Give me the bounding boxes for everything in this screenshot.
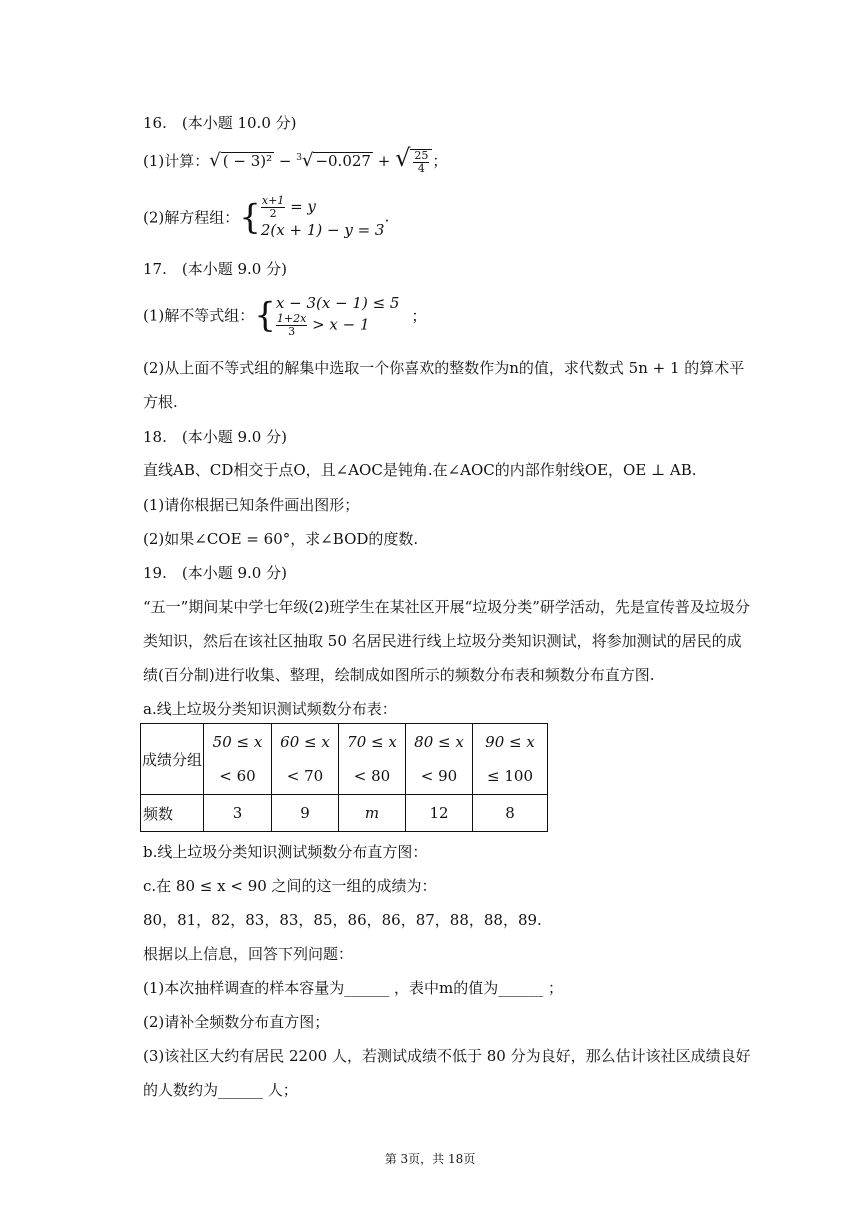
table-cell-count: 12 <box>406 795 473 832</box>
equation-2: 2(x + 1) − y = 3 <box>260 221 385 239</box>
q19-histogram-caption: b.线上垃圾分类知识测试频数分布直方图： <box>143 843 428 861</box>
ineq2-fraction <box>276 313 307 338</box>
q19-part2: (2)请补全频数分布直方图； <box>143 1013 330 1031</box>
brace: { <box>254 295 276 336</box>
table-row-groups <box>141 724 548 795</box>
sqrt-sign-large: √ <box>395 144 411 172</box>
brace: { <box>239 197 261 238</box>
q16-part2 <box>143 195 389 240</box>
inequality-1: x − 3(x − 1) ≤ 5 <box>275 294 400 312</box>
q17-part1-prefix: (1)解不等式组： <box>143 306 255 325</box>
table-cell-count: 9 <box>272 795 339 832</box>
q19-prompt: 根据以上信息，回答下列问题： <box>143 945 354 963</box>
q19-group-caption: c.在 80 ≤ x < 90 之间的这一组的成绩为： <box>143 877 437 895</box>
q17-part1 <box>143 293 426 338</box>
page-footer: 第 3页，共 18页 <box>384 1152 476 1166</box>
ineq2-numerator: 1+2x <box>276 312 307 325</box>
q17-header: 17. (本小题 9.0 分) <box>143 260 287 278</box>
q19-header: 19. (本小题 9.0 分) <box>143 564 287 582</box>
q16-part1 <box>143 144 448 175</box>
q19-part1: (1)本次抽样调查的样本容量为______ ，表中m的值为______ ； <box>143 979 564 997</box>
eq1-denominator: 2 <box>269 207 277 220</box>
table-row-counts <box>141 795 548 832</box>
q17-part2: (2)从上面不等式组的解集中选取一个你喜欢的整数作为n的值，求代数式 5n + 1 的算术平方根. <box>143 359 745 411</box>
q19-table-caption: a.线上垃圾分类知识测试频数分布表： <box>143 700 397 718</box>
ineq2-denominator: 3 <box>288 325 296 338</box>
cube-root-index: 3 <box>296 153 302 163</box>
eq1-rest: = y <box>285 197 316 216</box>
q16-cuberoot-b: −0.027 <box>315 152 371 170</box>
q19-intro: “五一”期间某中学七年级(2)班学生在某社区开展“垃圾分类”研学活动，先是宣传普及垃圾分类知识，然后在该社区抽取 50 名居民进行线上垃圾分类知识测试，将参加测试的居民的成绩(百分制)进行收集、整理，绘制成如图所示的频数分布表和频数分布直方图. <box>143 598 750 684</box>
q18-body: 直线AB、CD相交于点O，且∠AOC是钝角.在∠AOC的内部作射线OE，OE ⊥ AB. <box>143 461 697 479</box>
table-header-counts: 频数 <box>141 795 204 832</box>
q16-header: 16. (本小题 10.0 分) <box>143 114 297 132</box>
q18-part2: (2)如果∠COE = 60°，求∠BOD的度数. <box>143 530 419 548</box>
table-cell-group: 60 ≤ x < 70 <box>272 724 339 795</box>
q16-part2-end: . <box>384 207 390 226</box>
frequency-table <box>140 723 548 832</box>
q19-scores: 80，81，82，83，83，85，86，86，87，88，88，89. <box>143 911 542 929</box>
eq1-numerator: x+1 <box>261 194 285 207</box>
equation-1 <box>261 195 385 220</box>
inequality-2 <box>276 313 400 338</box>
table-cell-count: 8 <box>473 795 548 832</box>
q16-part1-prefix: (1)计算： <box>143 152 210 170</box>
q16-sqrt-a: ( − 3)² <box>222 152 273 170</box>
minus-sign: − <box>274 152 297 170</box>
q18-part1: (1)请你根据已知条件画出图形； <box>143 496 360 514</box>
table-cell-count: m <box>339 795 406 832</box>
q18-header: 18. (本小题 9.0 分) <box>143 428 287 446</box>
inequality-system <box>276 293 400 338</box>
q16-fraction <box>410 149 432 175</box>
q16-part2-prefix: (2)解方程组： <box>143 208 240 227</box>
table-header-groups: 成绩分组 <box>141 724 204 795</box>
eq1-fraction <box>261 195 285 220</box>
fraction-numerator: 25 <box>414 149 429 162</box>
sqrt-sign: √ <box>209 150 221 171</box>
fraction-denominator: 4 <box>417 162 425 175</box>
table-cell-group: 70 ≤ x < 80 <box>339 724 406 795</box>
plus-sign: + <box>372 152 396 170</box>
q17-part1-end: ； <box>411 306 427 325</box>
q19-part3-line2: 的人数约为______ 人； <box>143 1081 298 1099</box>
equation-system <box>261 195 385 240</box>
table-cell-group: 90 ≤ x ≤ 100 <box>473 724 548 795</box>
q19-part3-line1: (3)该社区大约有居民 2200 人，若测试成绩不低于 80 分为良好，那么估计该社区成绩良好 <box>143 1047 751 1065</box>
table-cell-group: 50 ≤ x < 60 <box>204 724 272 795</box>
q16-part1-end: ； <box>432 152 448 170</box>
cube-root-sign: √ <box>301 150 314 171</box>
ineq2-rest: > x − 1 <box>307 315 370 334</box>
table-cell-count: 3 <box>204 795 272 832</box>
table-cell-group: 80 ≤ x < 90 <box>406 724 473 795</box>
